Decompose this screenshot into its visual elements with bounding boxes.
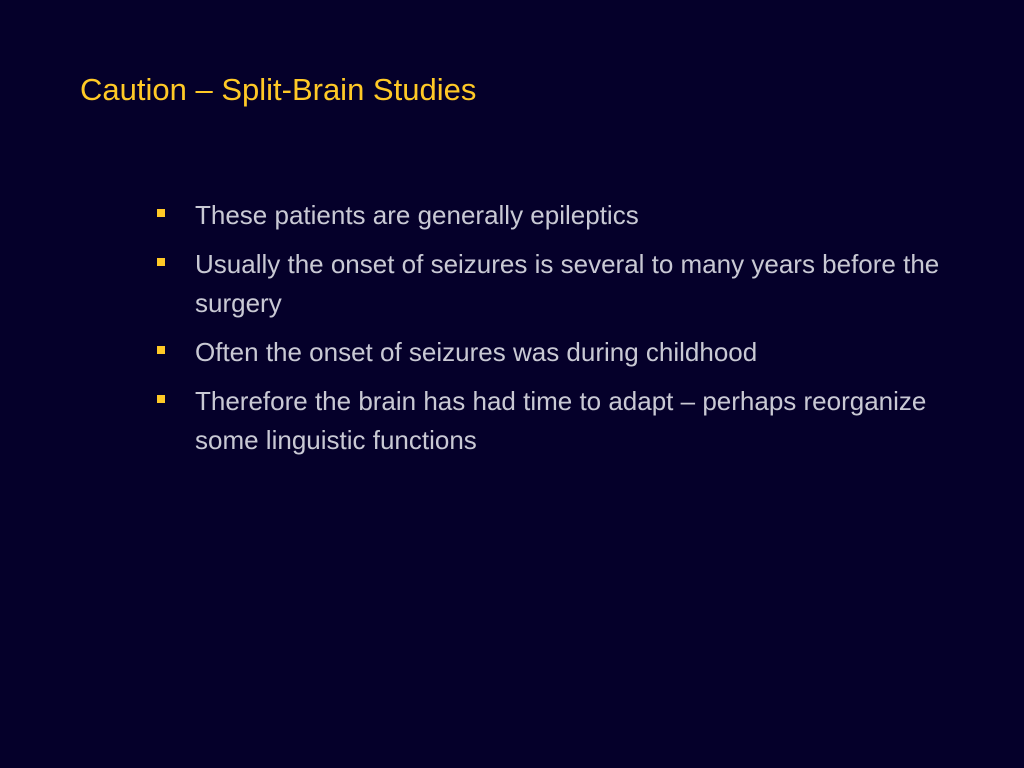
bullet-text: Therefore the brain has had time to adapt – perhaps reorganize some linguistic functions	[195, 386, 927, 455]
bullet-item	[155, 196, 945, 235]
square-bullet-icon	[157, 395, 165, 403]
bullet-item	[155, 382, 945, 460]
square-bullet-icon	[157, 209, 165, 217]
bullet-text: Often the onset of seizures was during childhood	[195, 337, 758, 367]
bullet-text: These patients are generally epileptics	[195, 200, 639, 230]
bullet-item	[155, 333, 945, 372]
slide-title: Caution – Split-Brain Studies	[80, 72, 477, 107]
square-bullet-icon	[157, 346, 165, 354]
bullet-text: Usually the onset of seizures is several to many years before the surgery	[195, 249, 940, 318]
bullet-item	[155, 245, 945, 323]
square-bullet-icon	[157, 258, 165, 266]
bullet-list	[155, 196, 945, 470]
